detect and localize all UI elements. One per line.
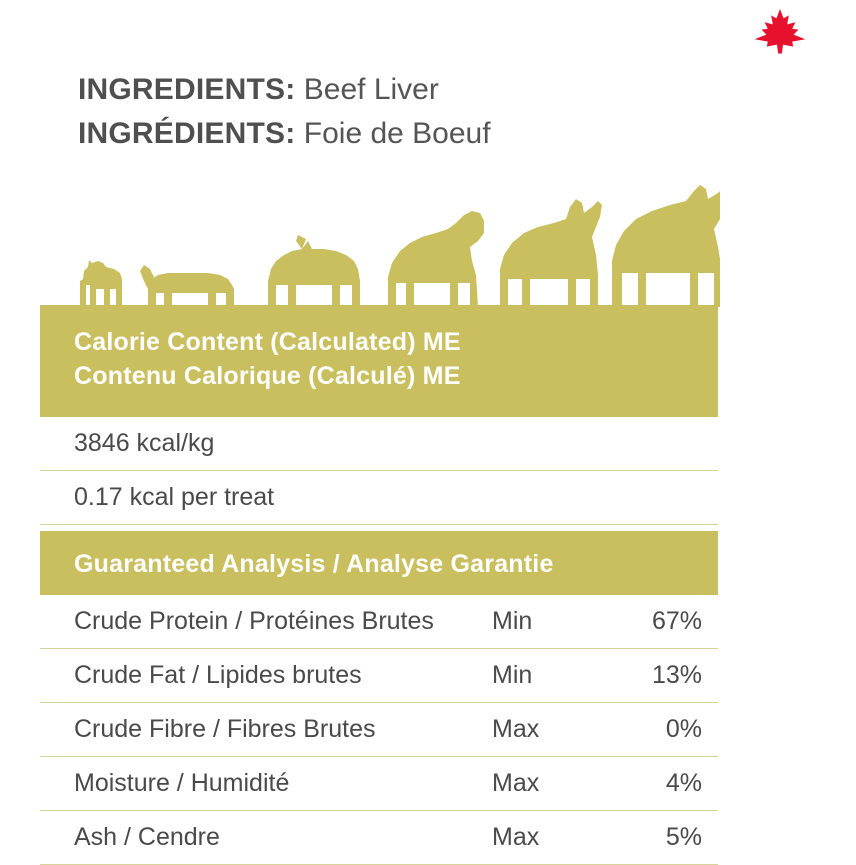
ga-value-5: 5% — [665, 823, 702, 851]
ingredients-label-en: INGREDIENTS: — [78, 73, 296, 106]
ga-value-2: 13% — [651, 661, 702, 689]
ga-qualifier-4: Max — [492, 769, 540, 797]
calorie-heading-en: Calorie Content (Calculated) ME — [74, 328, 461, 356]
table-row — [40, 595, 718, 649]
ga-name-3: Crude Fibre / Fibres Brutes — [74, 715, 376, 743]
ga-qualifier-3: Max — [492, 715, 540, 743]
ga-qualifier-5: Max — [492, 823, 540, 851]
ga-value-4: 4% — [665, 769, 702, 797]
ga-name-4: Moisture / Humidité — [74, 769, 290, 797]
ga-qualifier-2: Min — [492, 661, 533, 689]
ga-value-3: 0% — [665, 715, 702, 743]
ingredients-block — [78, 68, 778, 156]
guaranteed-analysis-header — [40, 531, 718, 595]
table-row — [40, 757, 718, 811]
guaranteed-analysis-rows — [40, 595, 718, 865]
ga-name-5: Ash / Cendre — [74, 823, 220, 851]
ingredients-value-en: Beef Liver — [303, 73, 439, 106]
calorie-rows — [40, 417, 718, 525]
ingredients-value-fr: Foie de Boeuf — [303, 117, 491, 150]
ingredients-line-fr — [78, 112, 778, 156]
table-row — [40, 649, 718, 703]
guaranteed-analysis-heading: Guaranteed Analysis / Analyse Garantie — [74, 550, 554, 578]
calorie-content-header — [40, 305, 718, 417]
ingredients-label-fr: INGRÉDIENTS: — [78, 117, 296, 150]
table-row — [40, 703, 718, 757]
ingredients-line-en — [78, 68, 778, 112]
table-row — [40, 417, 718, 471]
ga-qualifier-1: Min — [492, 607, 533, 635]
canada-maple-leaf-icon — [746, 6, 814, 56]
calorie-row-value-1: 3846 kcal/kg — [74, 429, 215, 457]
dog-silhouettes-icon — [40, 185, 720, 307]
calorie-heading-fr: Contenu Calorique (Calculé) ME — [74, 362, 461, 390]
ga-name-2: Crude Fat / Lipides brutes — [74, 661, 362, 689]
table-row — [40, 811, 718, 865]
calorie-row-value-2: 0.17 kcal per treat — [74, 483, 275, 511]
table-row — [40, 471, 718, 525]
ga-value-1: 67% — [651, 607, 702, 635]
ga-name-1: Crude Protein / Protéines Brutes — [74, 607, 434, 635]
nutrition-table — [40, 305, 718, 865]
